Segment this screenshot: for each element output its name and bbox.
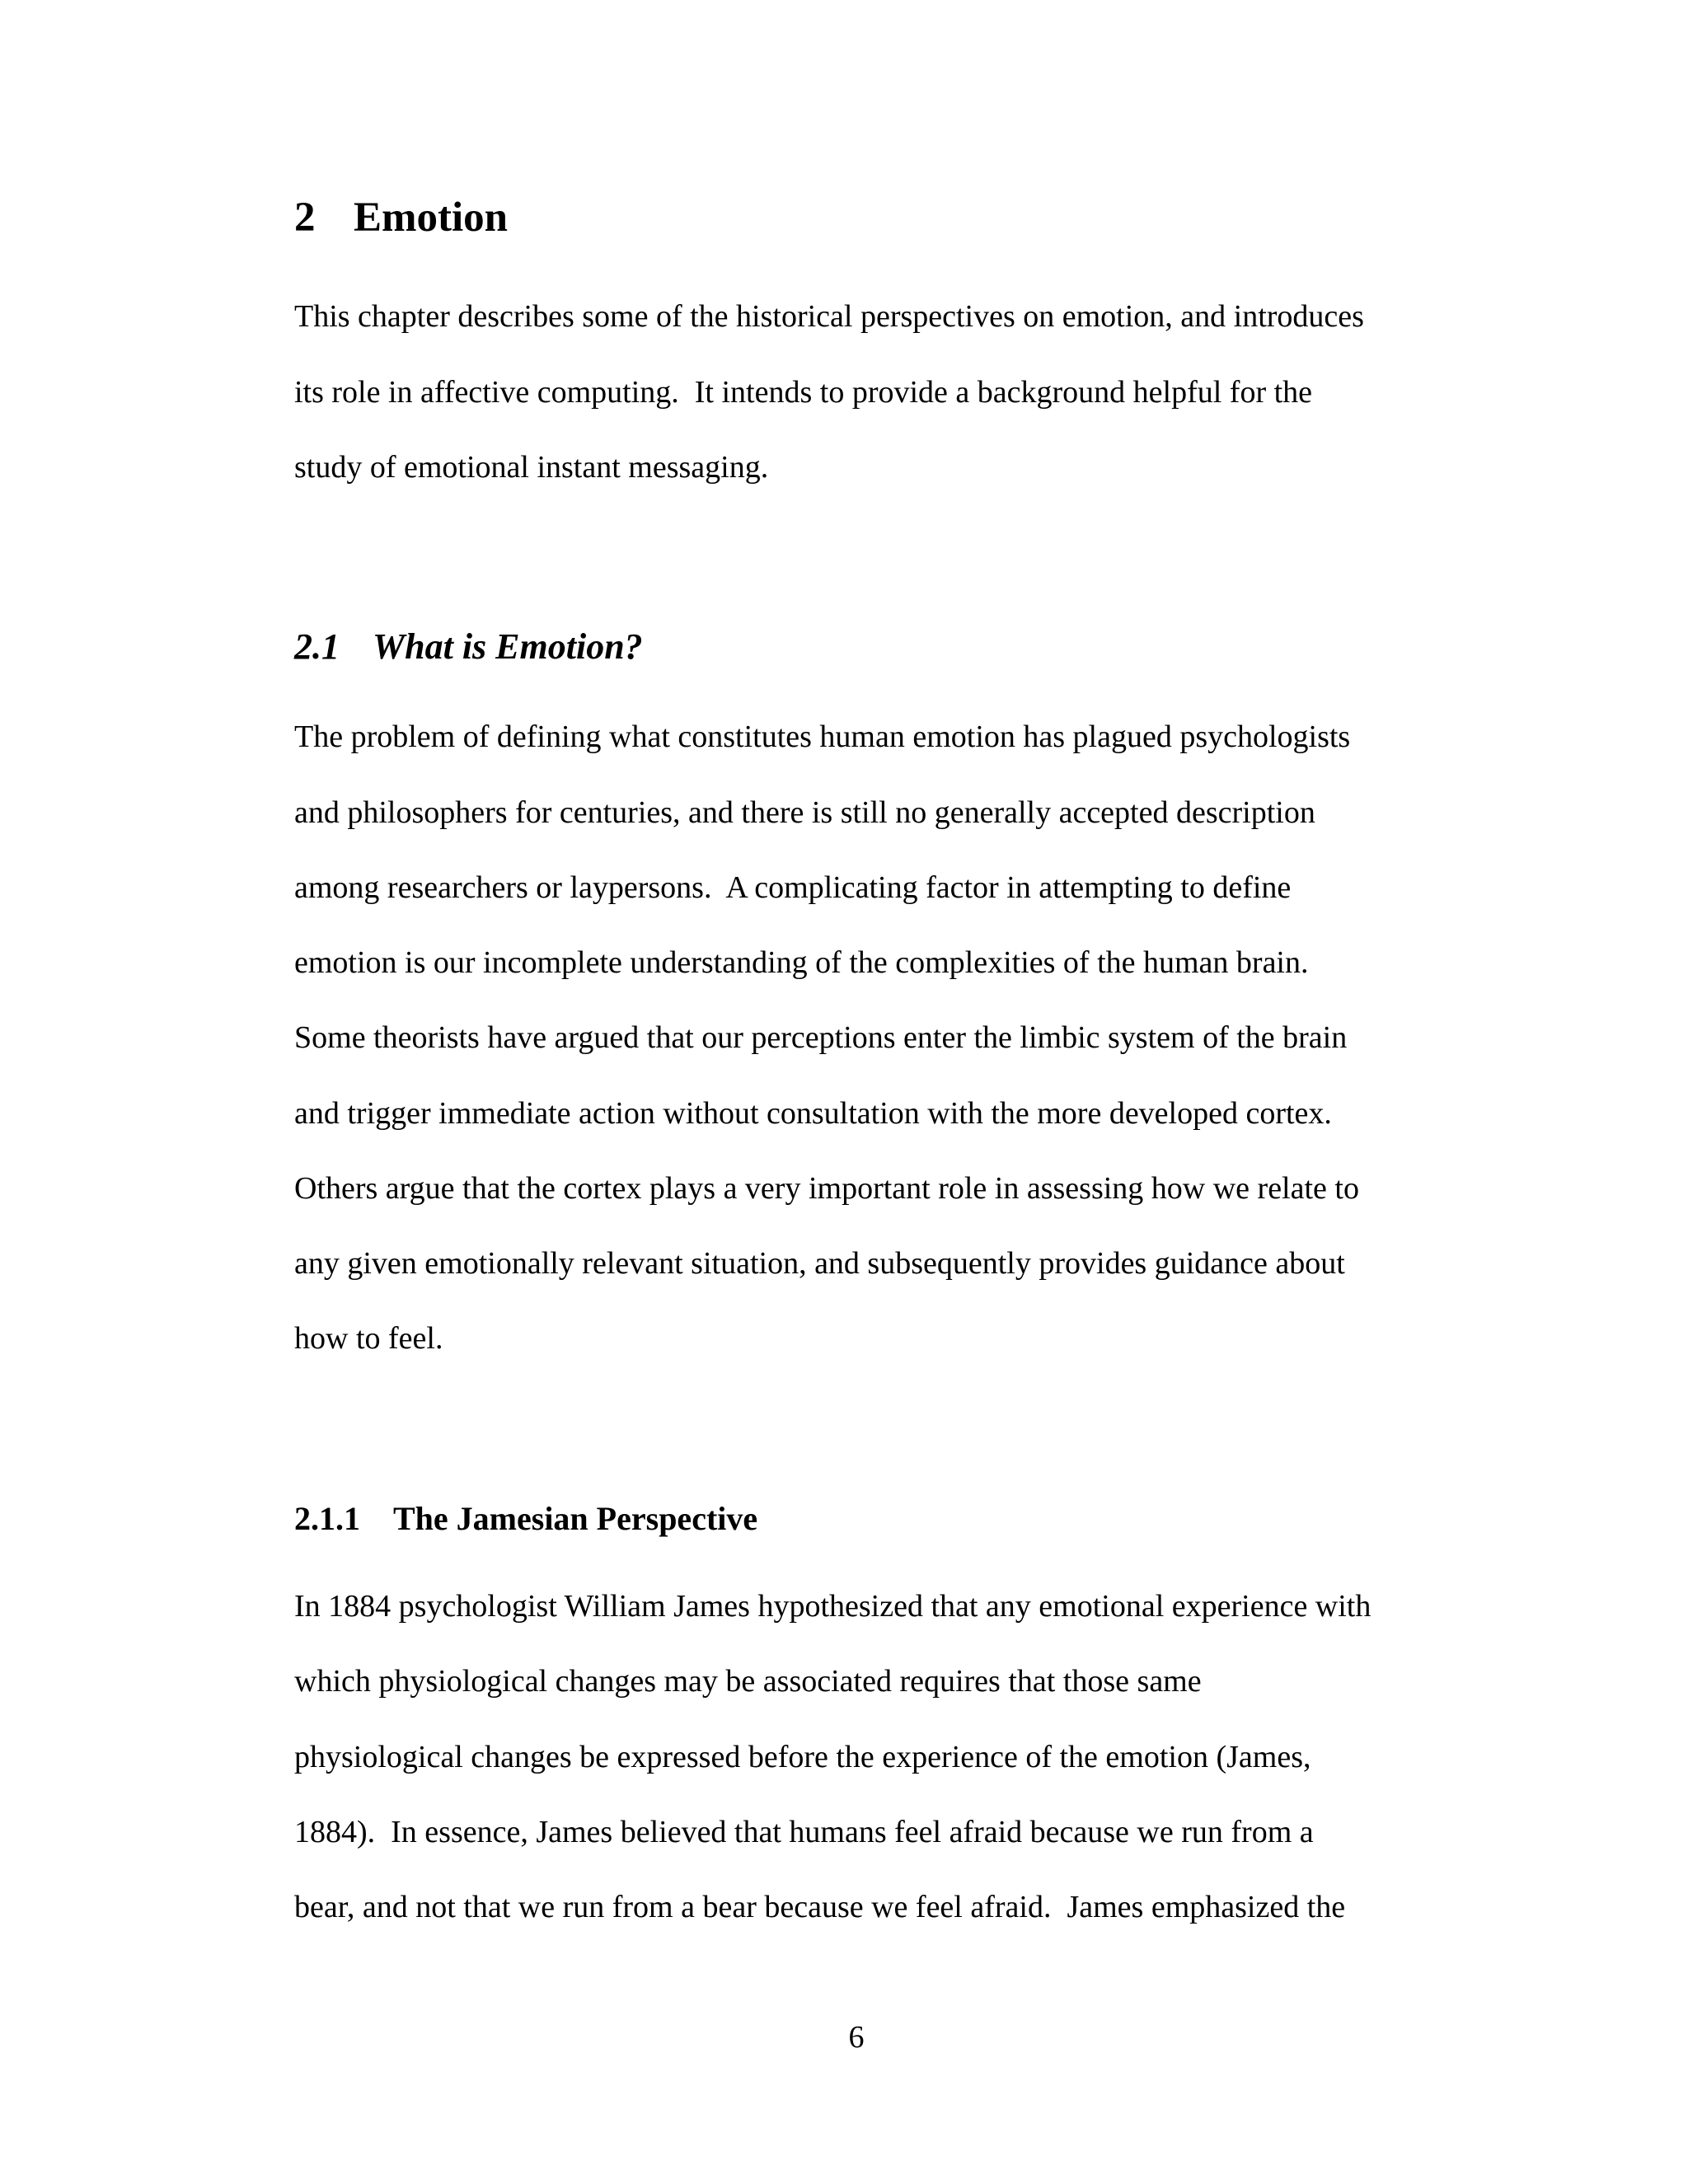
section-title: What is Emotion? <box>373 626 643 667</box>
subsection-number: 2.1.1 <box>294 1500 360 1537</box>
chapter-heading <box>294 191 1440 244</box>
paragraph-line: among researchers or laypersons. A complicating factor in attempting to define <box>294 870 1292 905</box>
paragraph-line: The problem of defining what constitutes human emotion has plagued psychologists <box>294 719 1351 754</box>
subsection-title: The Jamesian Perspective <box>393 1500 758 1537</box>
chapter-title: Emotion <box>354 194 509 241</box>
paragraph-line: This chapter describes some of the historical perspectives on emotion, and introduces <box>294 299 1364 334</box>
chapter-number: 2 <box>294 194 316 241</box>
paragraph-line: its role in affective computing. It intends to provide a background helpful for the <box>294 375 1313 410</box>
paragraph-line: emotion is our incomplete understanding of the complexities of the human brain. <box>294 945 1309 980</box>
paragraph-line: In 1884 psychologist William James hypothesized that any emotional experience with <box>294 1589 1372 1624</box>
paragraph-line: 1884). In essence, James believed that humans feel afraid because we run from a <box>294 1815 1314 1849</box>
paragraph-line: which physiological changes may be associated requires that those same <box>294 1664 1202 1699</box>
subsection-heading <box>294 1497 1440 1540</box>
paragraph-line: physiological changes be expressed before the experience of the emotion (James, <box>294 1740 1311 1774</box>
paragraph-line: study of emotional instant messaging. <box>294 450 769 485</box>
paragraph-line: Some theorists have argued that our perceptions enter the limbic system of the brain <box>294 1020 1348 1055</box>
page-number: 6 <box>848 2020 865 2055</box>
paragraph-line: and trigger immediate action without consultation with the more developed cortex. <box>294 1096 1332 1131</box>
paragraph-line: any given emotionally relevant situation, and subsequently provides guidance about <box>294 1246 1345 1281</box>
paragraph-line: how to feel. <box>294 1321 443 1356</box>
paragraph-line: bear, and not that we run from a bear because we feel afraid. James emphasized the <box>294 1890 1346 1924</box>
section-number: 2.1 <box>294 626 340 667</box>
paragraph-line: and philosophers for centuries, and there is still no generally accepted description <box>294 795 1315 830</box>
section-heading <box>294 624 1440 670</box>
paragraph-line: Others argue that the cortex plays a very important role in assessing how we relate to <box>294 1171 1359 1206</box>
